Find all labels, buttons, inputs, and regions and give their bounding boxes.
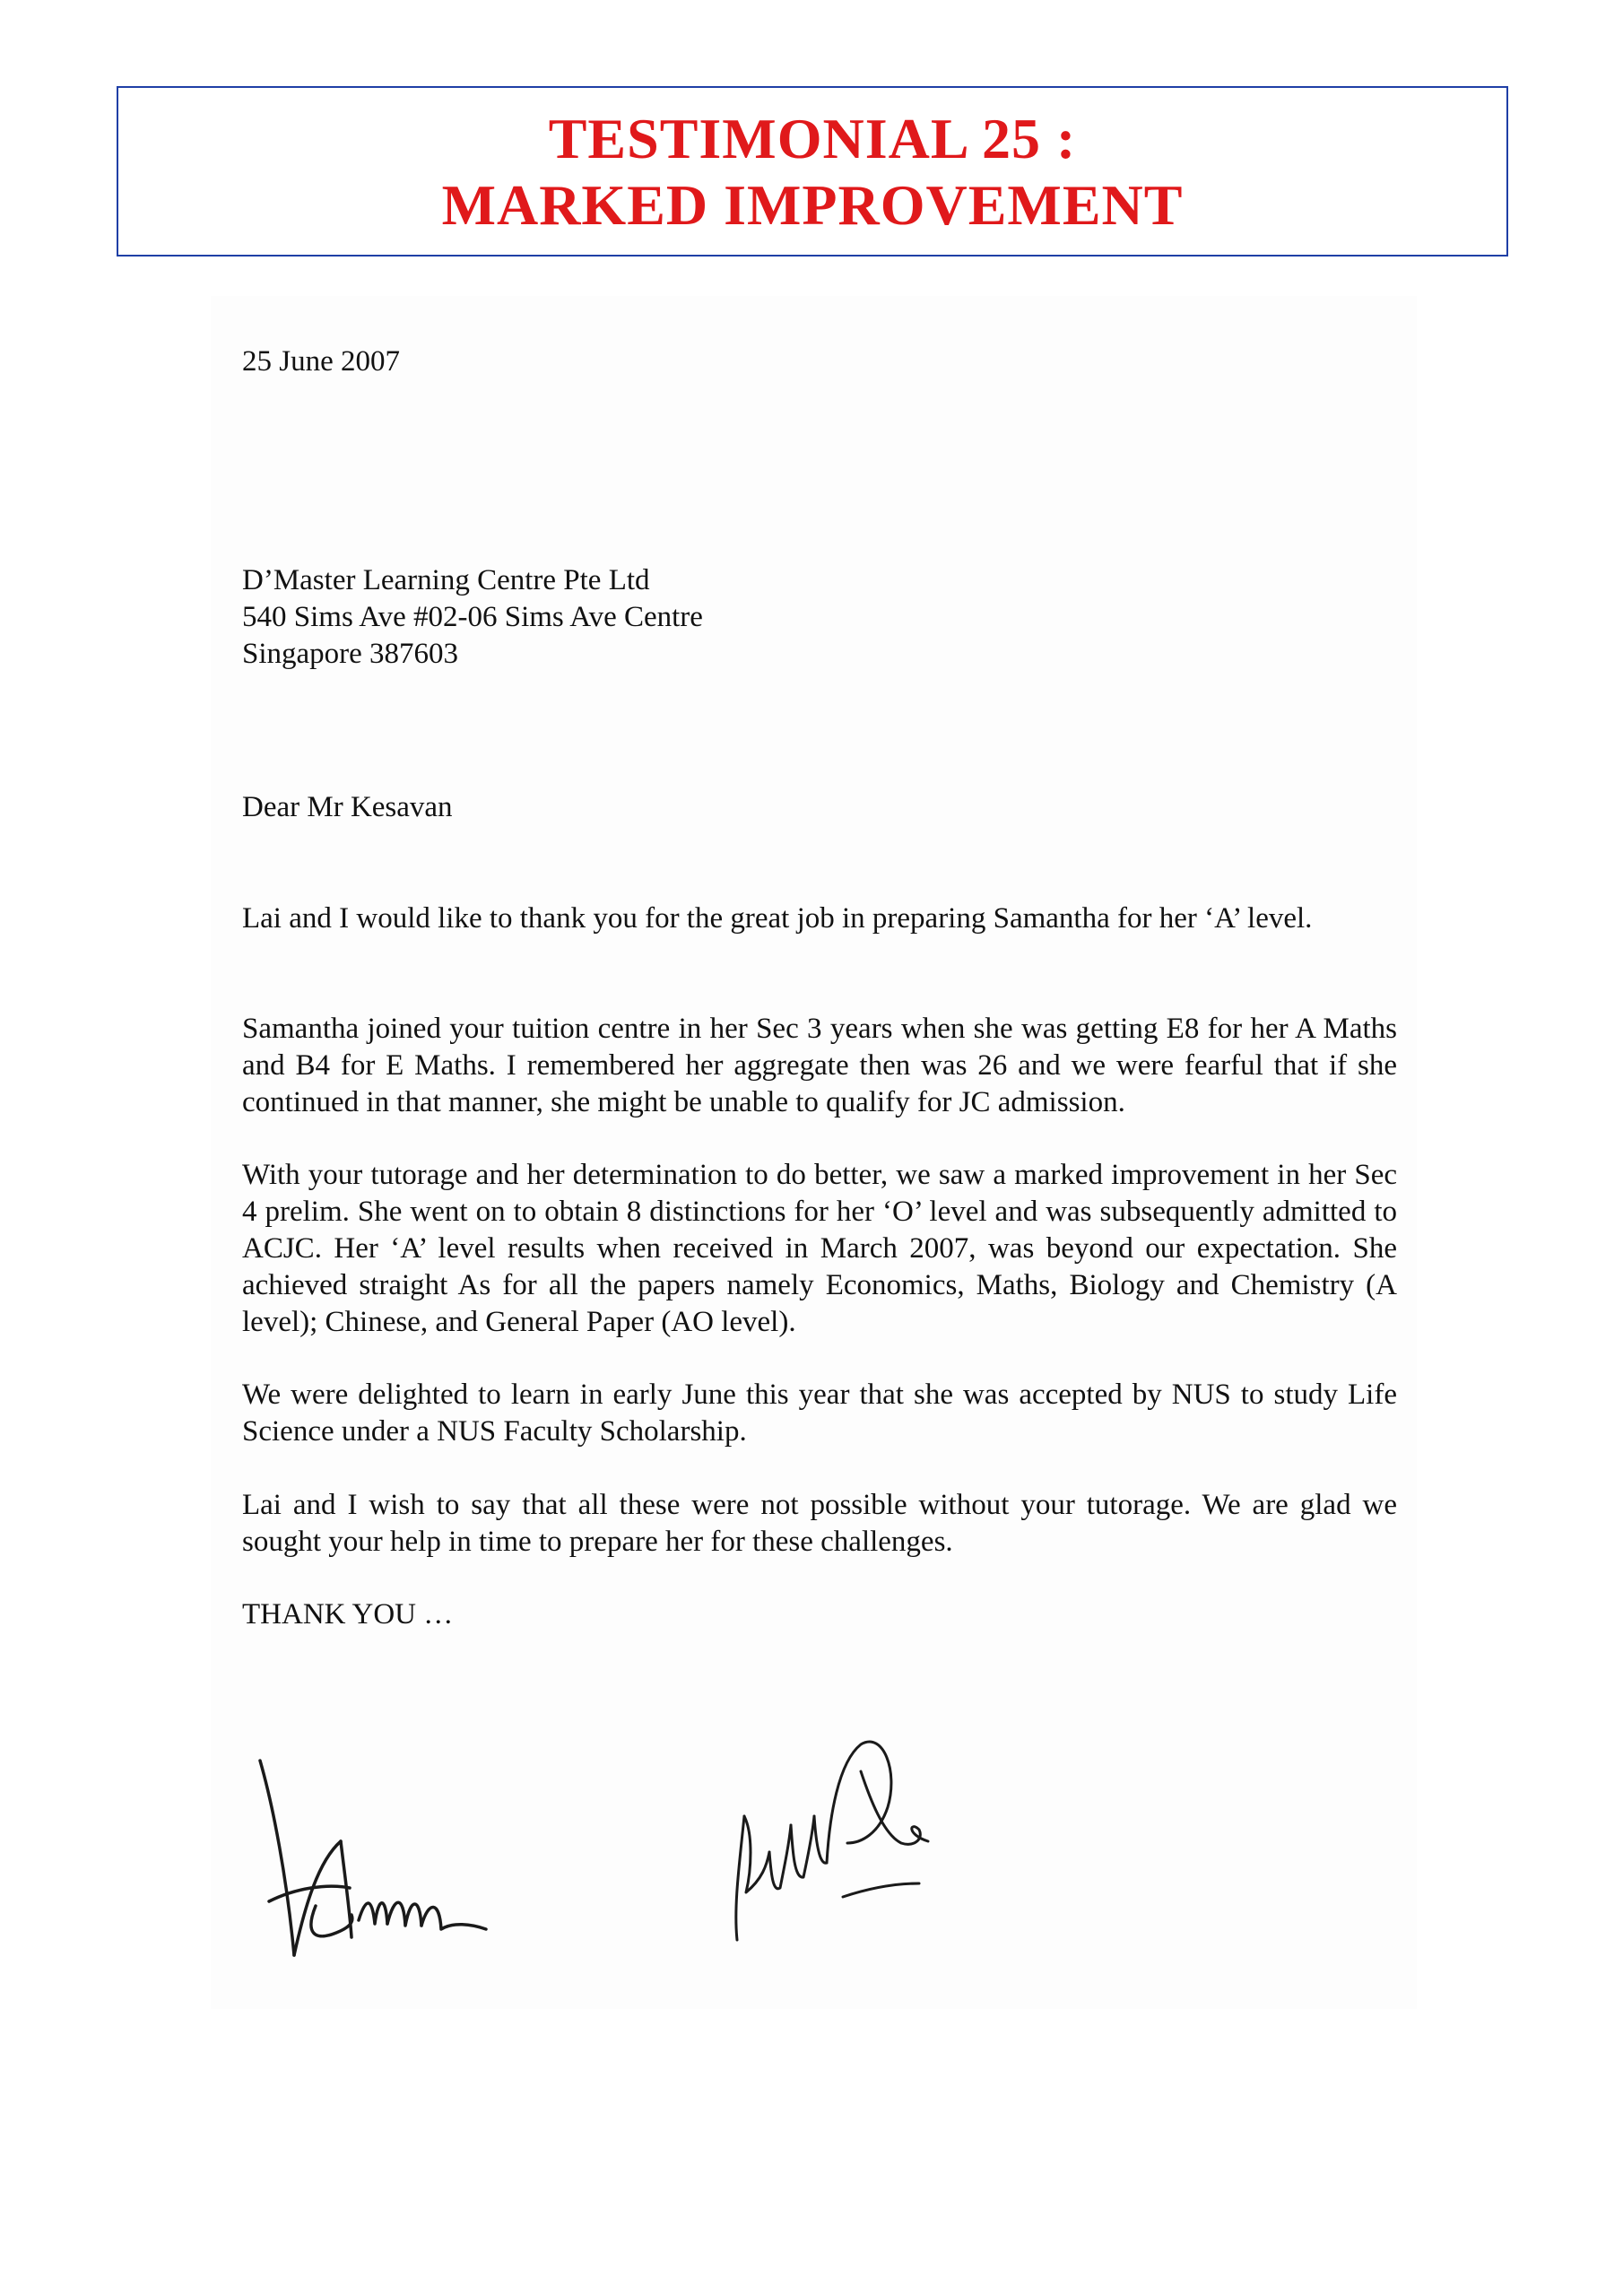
letter-paragraph: Lai and I wish to say that all these were not possible without your tutorage. We are glad we sought your help in time to prepare her for these challenges. bbox=[242, 1489, 1397, 1558]
testimonial-title-box bbox=[117, 86, 1508, 257]
letter-paragraph: With your tutorage and her determination to do better, we saw a marked improvement in her Sec 4 prelim. She went on to obtain 8 distinctions for her ‘O’ level and was subsequently admitted to ACJC. Her ‘A’ level results when received in March 2007, was beyond our expectation. She achieved straight As for all the papers namely Economics, Maths, Biology and Chemistry (A level); Chinese, and General Paper (AO level). bbox=[242, 1159, 1397, 1338]
letter-date: 25 June 2007 bbox=[242, 345, 400, 378]
closing-line: THANK YOU … bbox=[242, 1598, 454, 1631]
recipient-address bbox=[242, 562, 1399, 673]
signature-left-icon bbox=[251, 1753, 574, 1969]
title-line-1: TESTIMONIAL 25 : bbox=[548, 107, 1077, 170]
salutation: Dear Mr Kesavan bbox=[242, 791, 453, 823]
letter-paragraph: Samantha joined your tuition centre in her Sec 3 years when she was getting E8 for her A Maths and B4 for E Maths. I remembered her aggregate then was 26 and we were fearful that if she continued in that manner, she might be unable to qualify for JC admission. bbox=[242, 1013, 1397, 1118]
letter-paragraph: Lai and I would like to thank you for the great job in preparing Samantha for her ‘A’ level. bbox=[242, 902, 1313, 935]
signature-right-icon bbox=[726, 1709, 977, 1951]
letter-paragraph: We were delighted to learn in early June this year that she was accepted by NUS to study Life Science under a NUS Faculty Scholarship. bbox=[242, 1378, 1397, 1448]
title-line-2: MARKED IMPROVEMENT bbox=[441, 173, 1184, 237]
address-line: D’Master Learning Centre Pte Ltd bbox=[242, 564, 650, 596]
address-line: 540 Sims Ave #02-06 Sims Ave Centre bbox=[242, 601, 703, 633]
address-line: Singapore 387603 bbox=[242, 638, 459, 670]
